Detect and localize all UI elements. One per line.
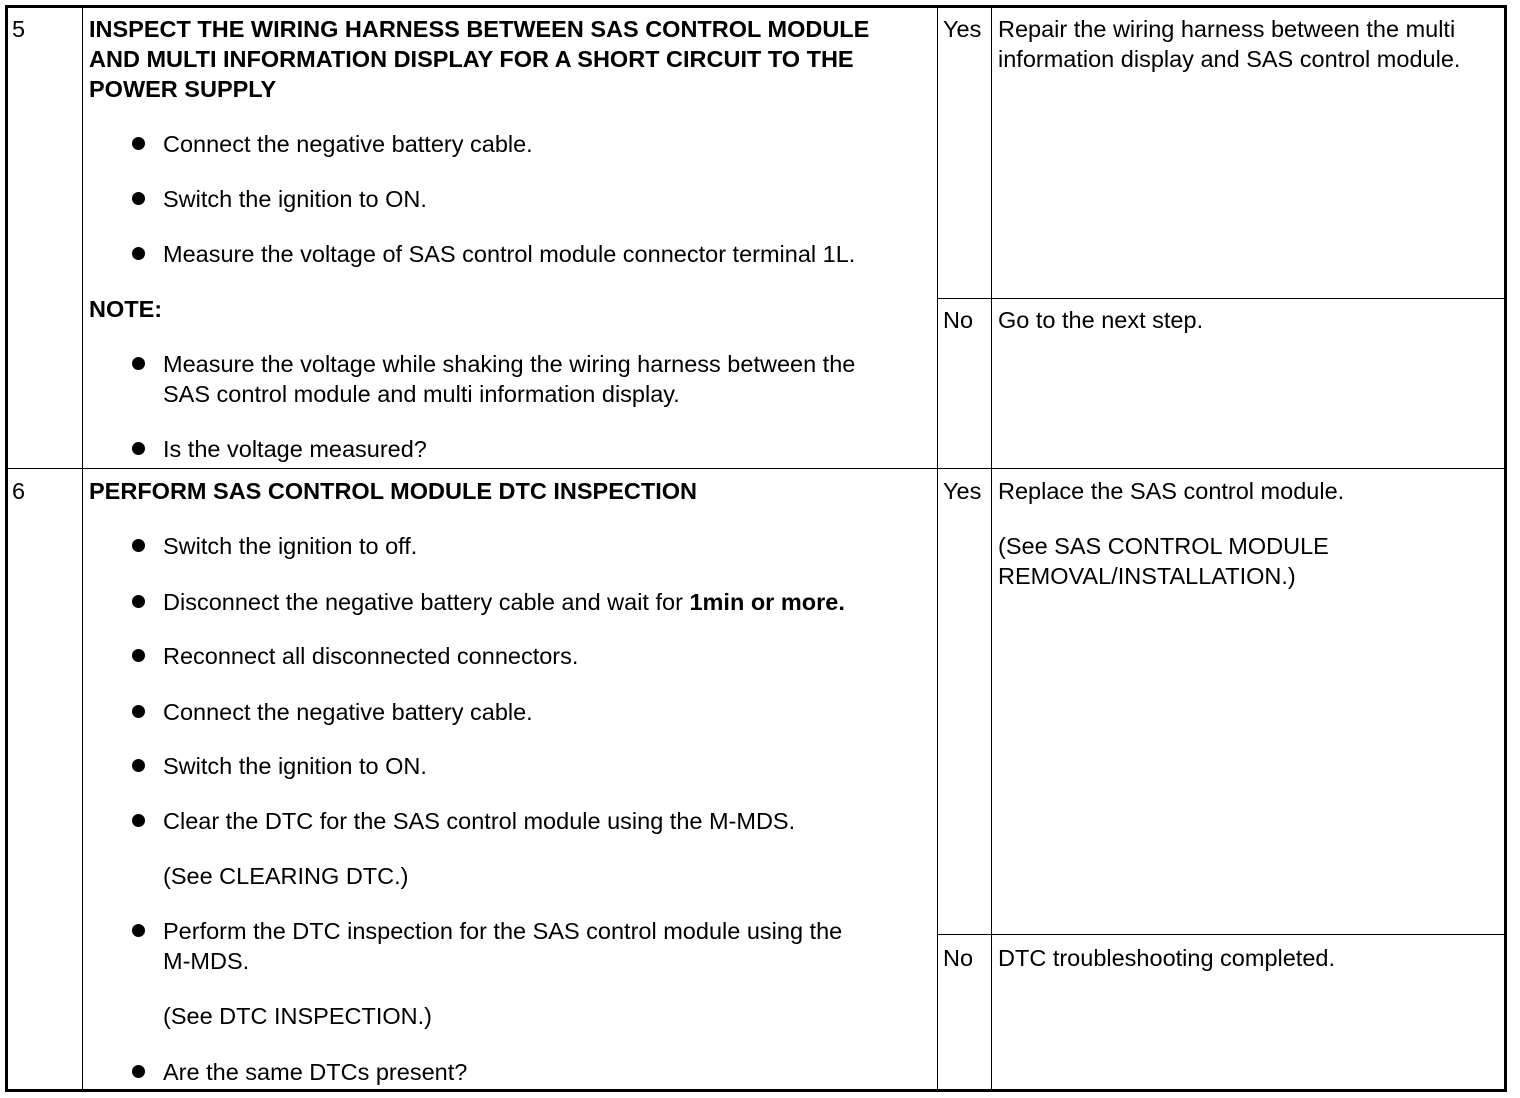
step5-note-item-2: Is the voltage measured? [163, 436, 427, 462]
step6-no-action: DTC troubleshooting completed. [998, 945, 1336, 971]
step5-title-line-1: INSPECT THE WIRING HARNESS BETWEEN SAS CONTROL MODULE [89, 16, 870, 42]
bullet-icon [132, 247, 145, 260]
step5-yes-label: Yes [943, 16, 982, 42]
step6-item-7-reference: (See DTC INSPECTION.) [163, 1003, 432, 1029]
row-divider-step5-yes-no [937, 298, 1505, 299]
step5-item-1: Connect the negative battery cable. [163, 131, 533, 157]
step6-item-4: Connect the negative battery cable. [163, 699, 533, 725]
bullet-icon [132, 1065, 145, 1078]
column-divider-inspection [937, 8, 938, 1090]
step5-no-action: Go to the next step. [998, 307, 1204, 333]
step5-note-item-1-line-2: SAS control module and multi information display. [163, 381, 680, 407]
bullet-icon [132, 705, 145, 718]
step6-item-7-line-2: M-MDS. [163, 948, 250, 974]
step6-yes-action: Replace the SAS control module. [998, 478, 1345, 504]
bullet-icon [132, 442, 145, 455]
step5-yes-action-line-1: Repair the wiring harness between the multi [998, 16, 1456, 42]
step6-yes-reference-line-1: (See SAS CONTROL MODULE [998, 533, 1329, 559]
step6-item-2-text: Disconnect the negative battery cable and wait for [163, 589, 690, 615]
step6-item-3: Reconnect all disconnected connectors. [163, 643, 579, 669]
step6-number: 6 [12, 478, 26, 504]
step6-item-5: Switch the ignition to ON. [163, 753, 427, 779]
column-divider-step [82, 8, 83, 1090]
step5-title-line-2: AND MULTI INFORMATION DISPLAY FOR A SHORT CIRCUIT TO THE [89, 46, 854, 72]
step6-item-6-reference: (See CLEARING DTC.) [163, 863, 409, 889]
step6-item-7-line-1: Perform the DTC inspection for the SAS control module using the [163, 918, 843, 944]
step5-number: 5 [12, 16, 26, 42]
step5-no-label: No [943, 307, 974, 333]
step6-item-6: Clear the DTC for the SAS control module using the M-MDS. [163, 808, 796, 834]
step5-item-2: Switch the ignition to ON. [163, 186, 427, 212]
step6-item-1: Switch the ignition to off. [163, 533, 418, 559]
step6-title: PERFORM SAS CONTROL MODULE DTC INSPECTION [89, 478, 697, 504]
step6-yes-reference-line-2: REMOVAL/INSTALLATION.) [998, 563, 1296, 589]
bullet-icon [132, 924, 145, 937]
step5-note-label: NOTE: [89, 296, 163, 322]
step5-title-line-3: POWER SUPPLY [89, 76, 277, 102]
bullet-icon [132, 814, 145, 827]
bullet-icon [132, 137, 145, 150]
step6-item-8: Are the same DTCs present? [163, 1059, 468, 1085]
bullet-icon [132, 649, 145, 662]
step6-item-2 [163, 587, 845, 617]
step6-yes-label: Yes [943, 478, 982, 504]
row-divider-step5-step6 [8, 468, 1505, 469]
step5-item-3: Measure the voltage of SAS control module connector terminal 1L. [163, 241, 856, 267]
column-divider-result [991, 8, 992, 1090]
bullet-icon [132, 759, 145, 772]
row-divider-step6-yes-no [937, 934, 1505, 935]
step5-yes-action-line-2: information display and SAS control module. [998, 46, 1461, 72]
bullet-icon [132, 357, 145, 370]
step6-no-label: No [943, 945, 974, 971]
bullet-icon [132, 595, 145, 608]
bullet-icon [132, 192, 145, 205]
step5-note-item-1-line-1: Measure the voltage while shaking the wiring harness between the [163, 351, 856, 377]
bullet-icon [132, 539, 145, 552]
step6-item-2-duration: 1min or more. [689, 589, 845, 615]
